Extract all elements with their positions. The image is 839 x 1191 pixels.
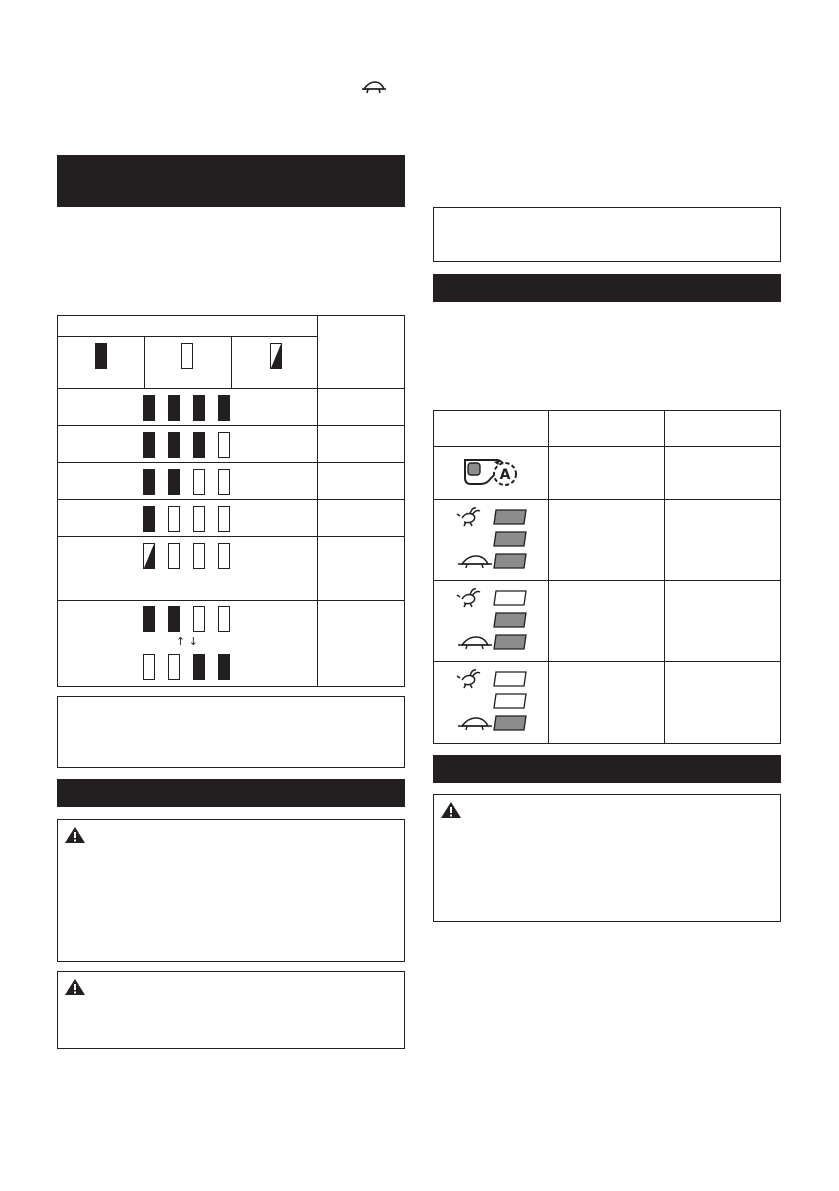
lamp-lit	[143, 395, 155, 421]
lamp-off-legend	[181, 343, 193, 369]
speed-lamp-off	[494, 591, 526, 605]
speed-lamp-off	[494, 694, 526, 708]
section-header-mode	[433, 274, 781, 302]
warning-triangle-icon	[64, 826, 86, 844]
lamp-off	[218, 606, 230, 632]
lamp-off	[218, 469, 230, 495]
mode-cell	[549, 662, 665, 744]
lamp-lit	[143, 432, 155, 458]
lamp-lit	[143, 469, 155, 495]
speed-lamps-cell	[434, 500, 549, 581]
speed-lamp-on	[494, 635, 526, 649]
speed-lamps-cell	[434, 581, 549, 662]
speed-lamp-on	[494, 613, 526, 627]
note-box	[57, 696, 405, 768]
rabbit-icon	[457, 670, 480, 688]
capacity-cell	[318, 601, 405, 687]
warning-triangle-icon	[64, 978, 86, 996]
speed-lamp-on	[494, 510, 526, 524]
capacity-cell	[318, 463, 405, 500]
battery-row-2-lamps	[58, 463, 318, 500]
lamp-off	[168, 506, 180, 532]
section-header-battery	[57, 155, 405, 207]
lamp-lit	[168, 432, 180, 458]
mode-cell	[549, 447, 665, 500]
mode-cell	[549, 500, 665, 581]
lamp-off	[218, 432, 230, 458]
warning-box	[57, 971, 405, 1049]
lamp-lit	[193, 395, 205, 421]
legend-cell-off	[144, 337, 231, 389]
indicator-header-cell	[58, 316, 318, 337]
section-header-caution	[433, 755, 781, 783]
lamp-lit	[168, 606, 180, 632]
warning-triangle-icon	[440, 801, 462, 819]
battery-row-4-lamps	[58, 389, 318, 426]
warning-box	[433, 794, 781, 922]
lamp-off	[193, 543, 205, 569]
legend-cell-blinking	[231, 337, 318, 389]
turtle-icon	[458, 637, 492, 649]
alternating-arrows: ↑ ↓	[176, 635, 198, 648]
capacity-cell	[318, 426, 405, 463]
speed-lamps-cell	[434, 662, 549, 744]
battery-row-alternating	[58, 601, 318, 687]
speed-lamp-off	[494, 672, 526, 686]
lamp-off	[218, 543, 230, 569]
note-box	[433, 207, 781, 262]
lamp-lit	[143, 506, 155, 532]
capacity-cell	[318, 500, 405, 537]
battery-row-blinking	[58, 537, 318, 601]
lamp-blinking	[143, 543, 155, 569]
battery-row-3-lamps	[58, 426, 318, 463]
lamp-off	[168, 543, 180, 569]
svg-text:A: A	[499, 467, 511, 483]
speed-lamp-graphic	[456, 587, 546, 657]
mode-cell	[549, 581, 665, 662]
rabbit-icon	[457, 589, 480, 607]
mode-cell	[664, 500, 780, 581]
mode-cell	[664, 581, 780, 662]
remaining-capacity-header-cell	[318, 316, 405, 389]
warning-box	[57, 819, 405, 962]
lamp-off	[193, 606, 205, 632]
lamp-lit	[193, 432, 205, 458]
battery-row-1-lamp	[58, 500, 318, 537]
auto-mode-cell	[434, 447, 549, 500]
lamp-off	[218, 506, 230, 532]
lamp-lit	[218, 395, 230, 421]
auto-mode-icon	[461, 456, 523, 490]
rabbit-icon	[457, 508, 480, 526]
speed-lamp-on	[494, 716, 526, 730]
speed-lamp-on	[494, 532, 526, 546]
speed-lamp-graphic	[456, 506, 546, 576]
speed-lamp-on	[494, 554, 526, 568]
lamp-off	[193, 469, 205, 495]
capacity-cell	[318, 389, 405, 426]
mode-header-cell	[664, 411, 780, 447]
mode-header-cell	[434, 411, 549, 447]
mode-table	[433, 410, 781, 744]
mode-cell	[664, 447, 780, 500]
mode-header-cell	[549, 411, 665, 447]
legend-cell-lit	[58, 337, 145, 389]
lamp-blinking-legend	[270, 343, 282, 369]
lamp-off	[143, 654, 155, 680]
capacity-cell	[318, 537, 405, 601]
battery-indicator-table	[57, 315, 405, 687]
lamp-lit	[143, 606, 155, 632]
section-header-caution	[57, 779, 405, 807]
lamp-lit	[168, 395, 180, 421]
lamp-lit	[193, 654, 205, 680]
turtle-icon	[361, 80, 387, 96]
lamp-off	[168, 654, 180, 680]
turtle-icon	[458, 718, 492, 730]
speed-lamp-graphic	[456, 668, 546, 738]
lamp-lit	[218, 654, 230, 680]
lamp-lit	[168, 469, 180, 495]
mode-cell	[664, 662, 780, 744]
lamp-off	[193, 506, 205, 532]
lamp-lit-legend	[95, 343, 107, 369]
turtle-icon	[458, 556, 492, 568]
